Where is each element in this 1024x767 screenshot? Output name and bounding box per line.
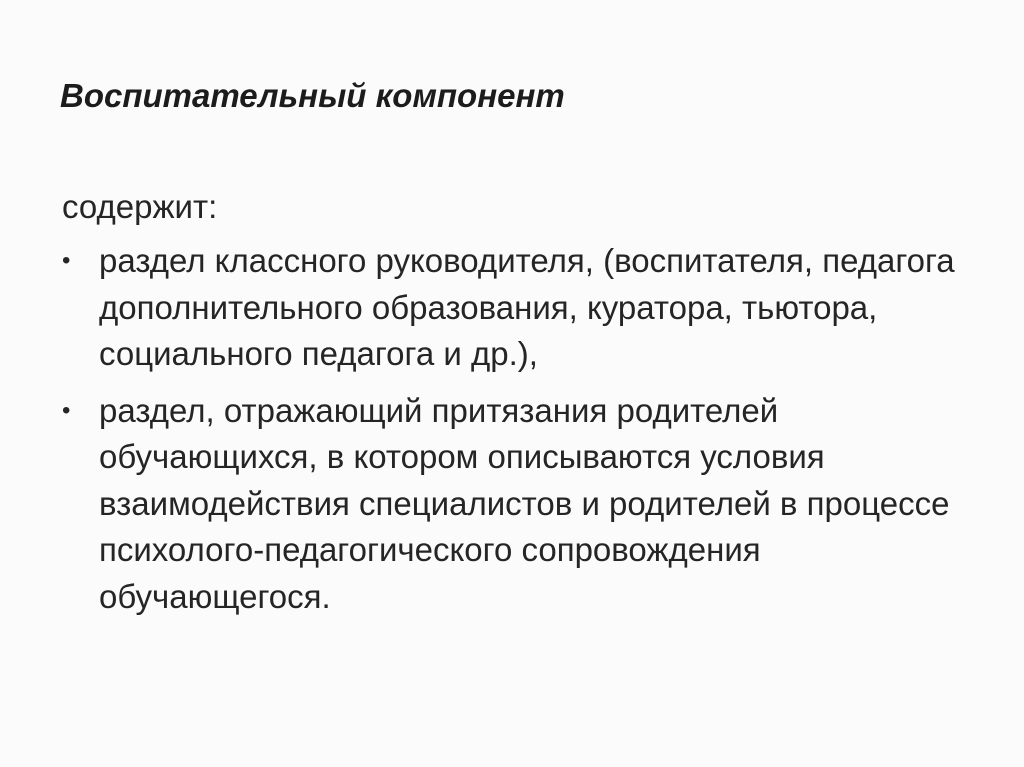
list-item (62, 388, 962, 621)
intro-text: содержит: (62, 188, 218, 225)
bullet-list (62, 238, 962, 630)
bullet-icon: • (62, 396, 71, 424)
bullet-text: раздел, отражающий притязания родителей обучающихся, в котором описываются условия взаимодействия специалистов и родителей в процессе психолого-педагогического сопровождения обучающегося. (99, 391, 950, 615)
bullet-icon: • (62, 247, 71, 274)
slide-title: Воспитательный компонент (60, 77, 565, 114)
bullet-text: раздел классного руководителя, (воспитателя, педагога дополнительного образования, куратора, тьютора, социального педагога и др.), (99, 242, 955, 372)
list-item (62, 238, 962, 378)
